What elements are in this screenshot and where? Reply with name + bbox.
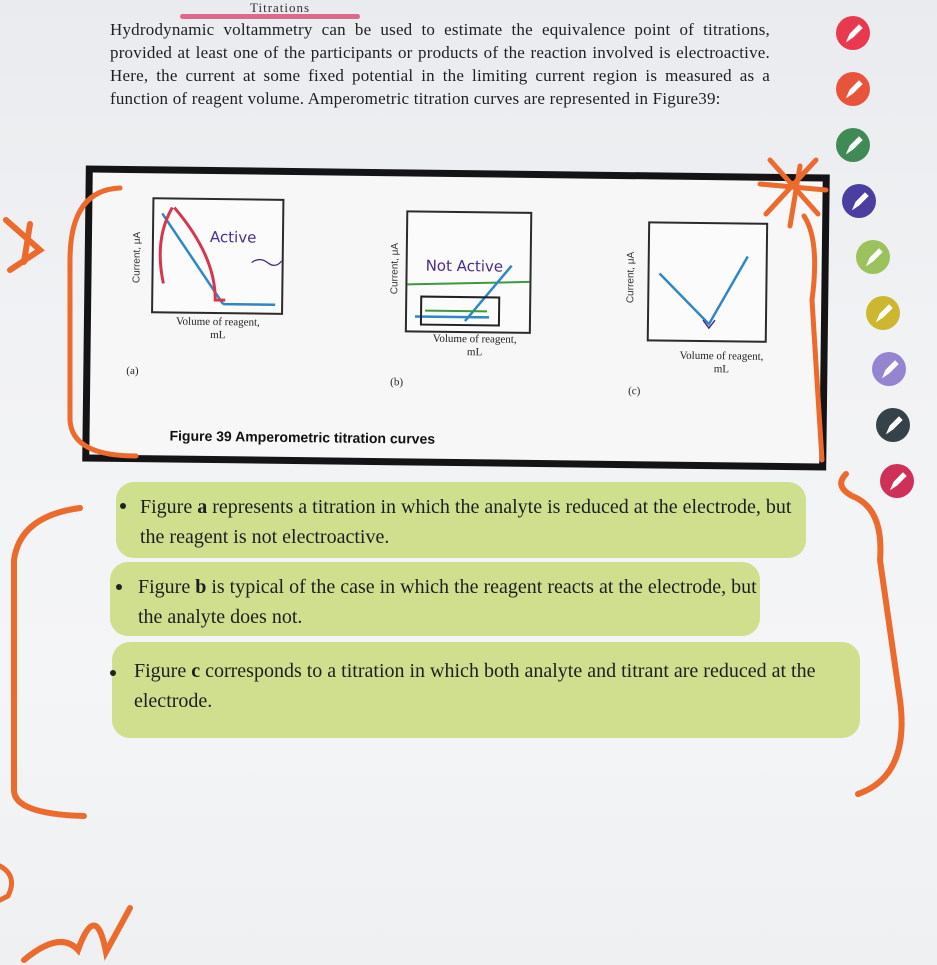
pencil-icon [864, 246, 884, 268]
intro-paragraph: Hydrodynamic voltammetry can be used to estimate the equivalence point of titrations, provided at least one of the participants or products of the reaction involved is electroactive. Here, the current at some fixed potential in the limiting current region is measured as a function of reagent volume. Amperometric titration curves are represented in Figure39: [110, 20, 770, 108]
pencil-icon [880, 358, 900, 380]
panel-c-label: (c) [628, 385, 641, 398]
pen-5-button[interactable] [856, 240, 890, 274]
bullet-dot-3 [110, 670, 116, 676]
panel-b-note: Not Active [425, 256, 504, 276]
bullet-1-letter: a [197, 496, 208, 518]
bullet-3-text: corresponds to a titration in which both analyte and titrant are reduced at the electrode. [134, 660, 816, 712]
pencil-icon [844, 134, 864, 156]
pen-9-button[interactable] [880, 464, 914, 498]
bullet-3 [134, 656, 854, 716]
bullet-3-letter: c [191, 660, 201, 682]
panel-a-plot [151, 197, 284, 315]
pen-1-button[interactable] [836, 16, 870, 50]
panel-b-x-axis: Volume of reagent, mL [432, 332, 517, 359]
bullet-dot-2 [116, 584, 122, 590]
bullet-dot-1 [120, 503, 126, 509]
bullet-1-prefix: Figure [140, 496, 198, 518]
section-title: Titrations [250, 0, 311, 15]
pen-6-button[interactable] [866, 296, 900, 330]
figure-39 [82, 165, 830, 470]
panel-c-x-axis: Volume of reagent, mL [679, 349, 764, 376]
panel-c-plot [647, 221, 768, 342]
pencil-icon [844, 22, 864, 44]
panel-a-label: (a) [126, 364, 139, 378]
pencil-icon [884, 414, 904, 436]
panel-c-curves [649, 223, 766, 340]
pencil-icon [888, 470, 908, 492]
pen-8-button[interactable] [876, 408, 910, 442]
panel-a-y-axis: Current, μA [131, 231, 144, 284]
bullet-2 [138, 572, 778, 632]
pen-4-button[interactable] [842, 184, 876, 218]
pencil-icon [850, 190, 870, 212]
bullet-2-letter: b [195, 576, 207, 598]
bullet-1 [140, 492, 800, 552]
pencil-icon [844, 78, 864, 100]
pen-2-button[interactable] [836, 72, 870, 106]
bullet-2-prefix: Figure [138, 576, 196, 598]
panel-b-label: (b) [390, 376, 404, 389]
panel-b-plot [405, 210, 532, 334]
figure-caption: Figure 39 Amperometric titration curves [169, 427, 436, 447]
panel-a-curves [153, 199, 282, 313]
panel-c-y-axis: Current, μA [625, 251, 637, 304]
panel-a-note: Active [209, 227, 257, 247]
panel-b-y-axis: Current, μA [389, 242, 401, 295]
pen-7-button[interactable] [872, 352, 906, 386]
bullet-3-prefix: Figure [134, 660, 192, 682]
bullet-1-text: represents a titration in which the analyte is reduced at the electrode, but the reagent is not electroactive. [140, 496, 792, 548]
bullet-2-text: is typical of the case in which the reagent reacts at the electrode, but the analyte does not. [138, 576, 757, 628]
pen-3-button[interactable] [836, 128, 870, 162]
pencil-icon [874, 302, 894, 324]
panel-a-x-axis: Volume of reagent, mL [175, 315, 260, 342]
